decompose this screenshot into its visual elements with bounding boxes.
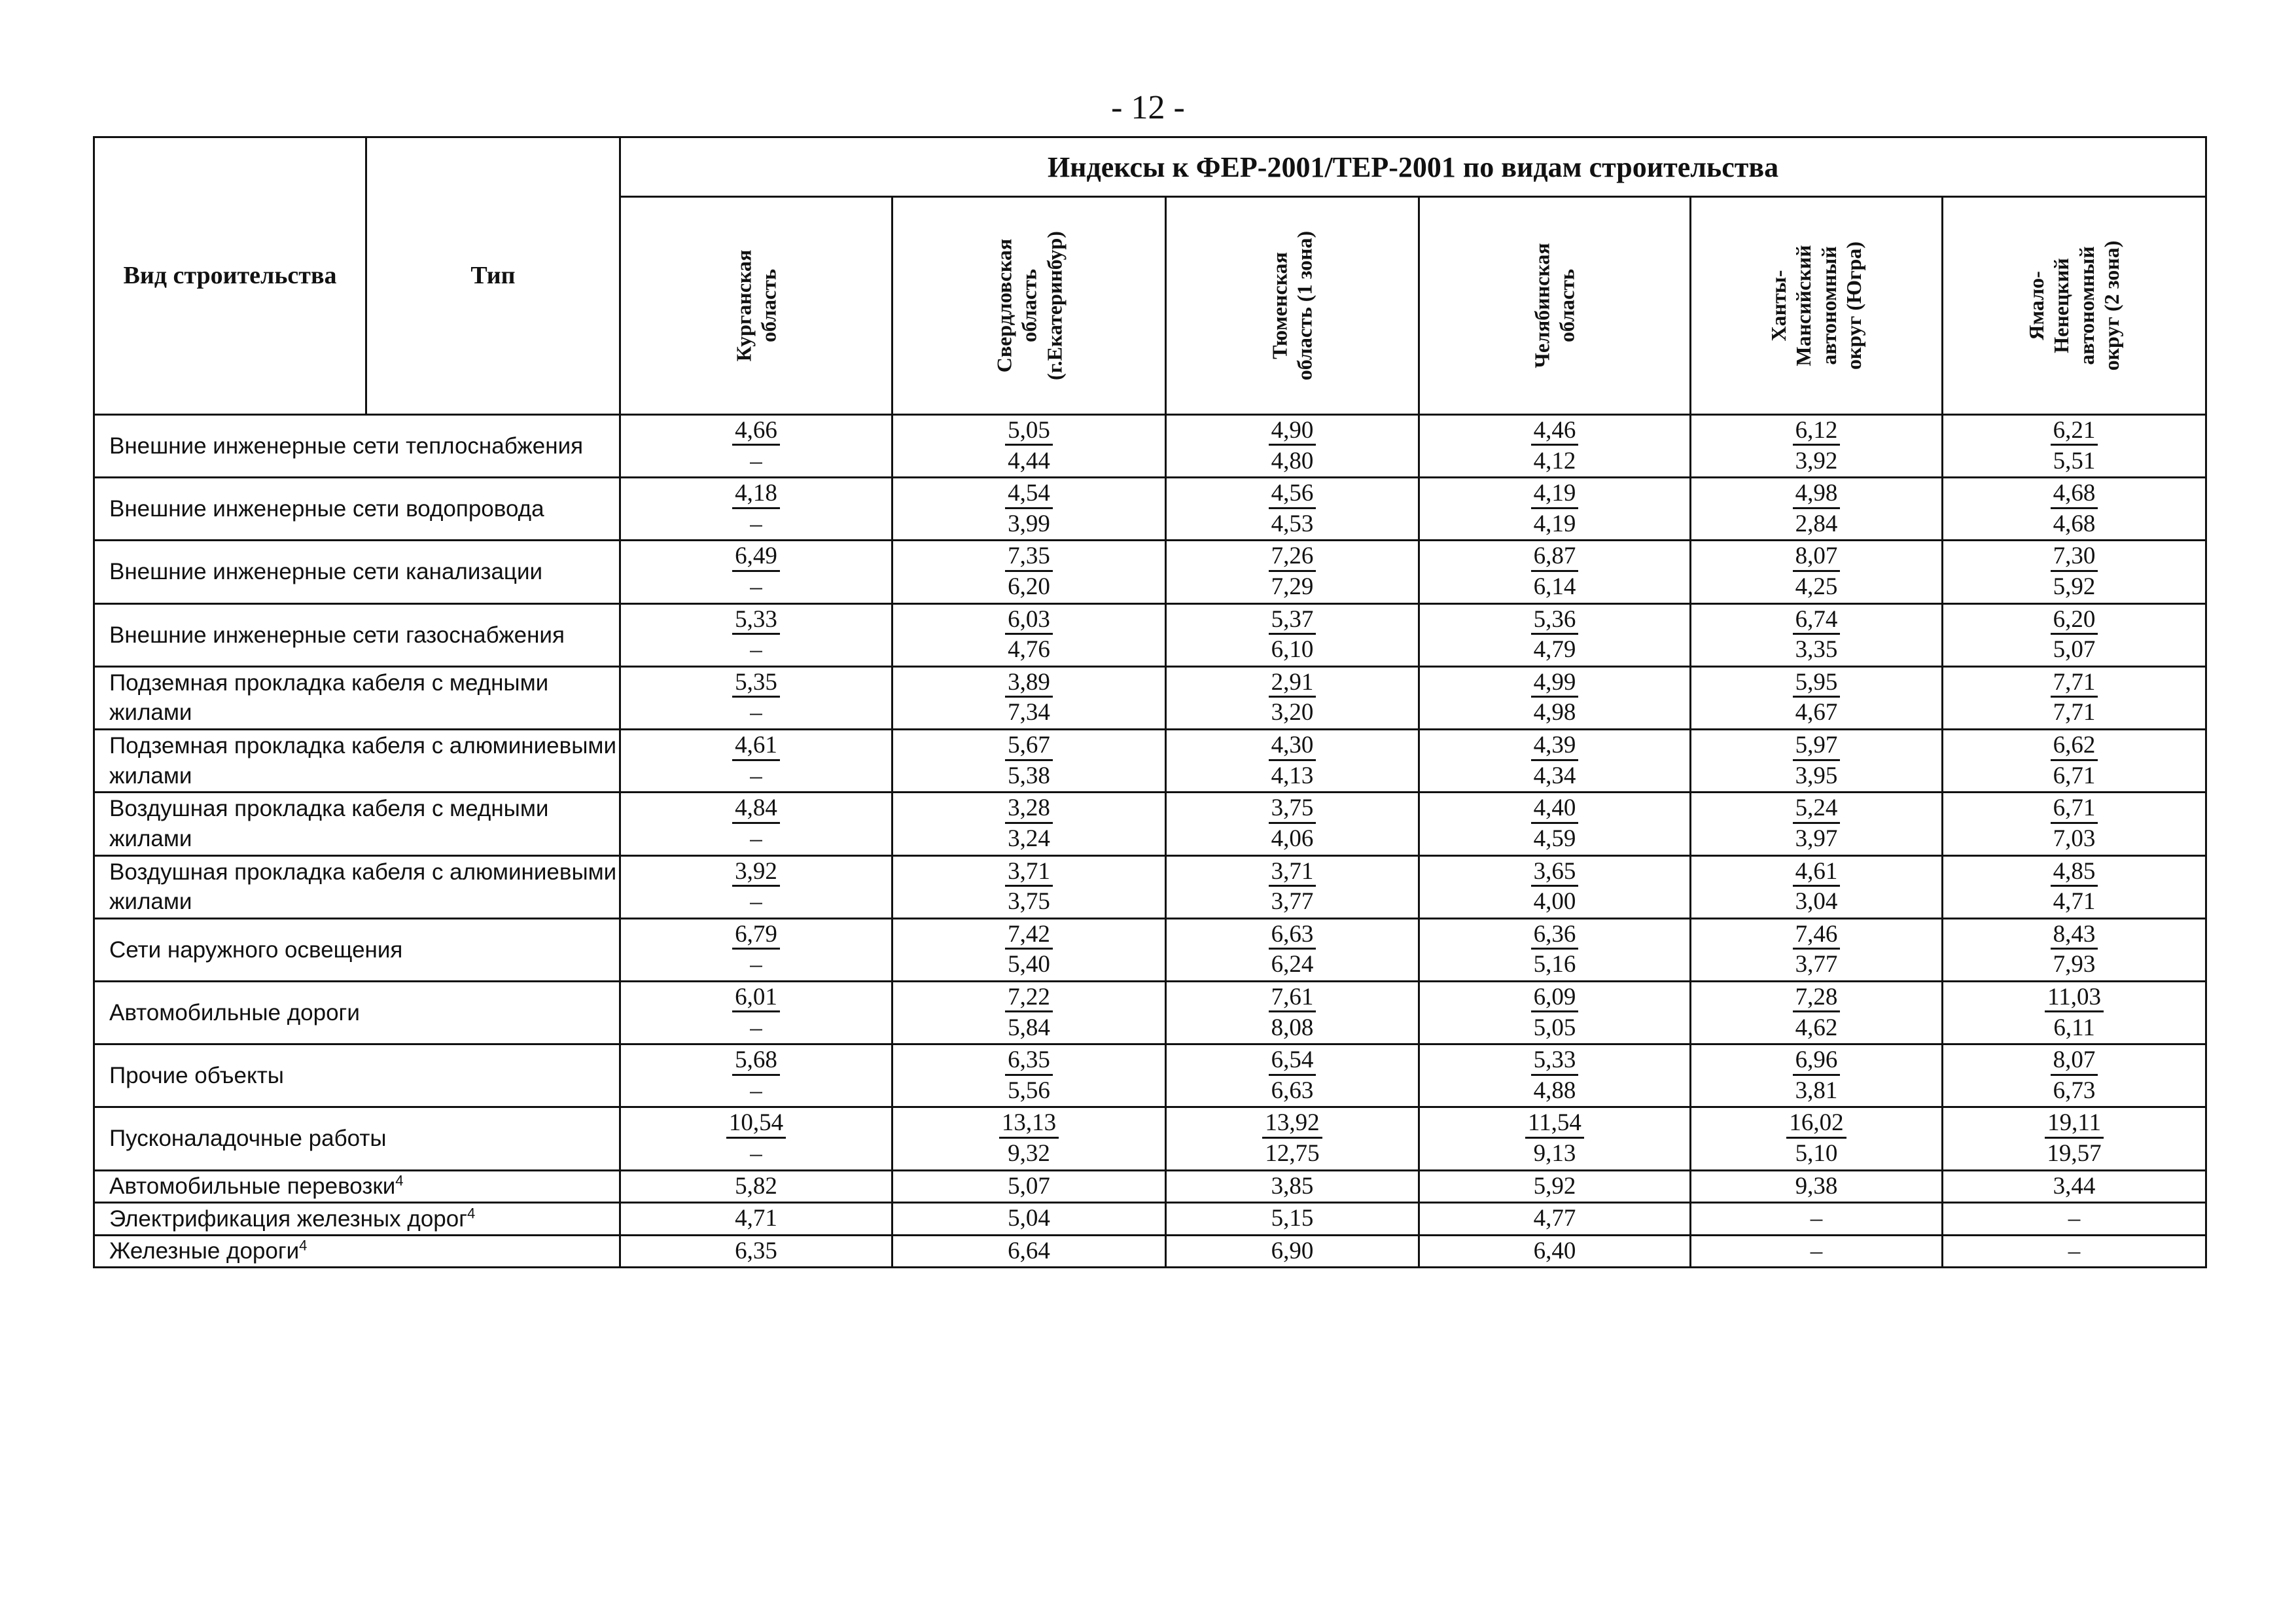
region-label-line: округ (2 зона) — [2100, 240, 2124, 371]
index-cell — [892, 855, 1166, 918]
index-value-top: 3,71 — [1269, 858, 1316, 887]
index-value-bottom: 4,00 — [1533, 888, 1576, 916]
index-value-bottom: 6,10 — [1271, 636, 1314, 664]
index-value-top: 5,67 — [1005, 732, 1053, 760]
index-cell — [1419, 981, 1691, 1044]
index-value-top: 4,84 — [732, 794, 780, 823]
construction-type-name: Сети наружного освещения — [94, 918, 620, 981]
index-cell: – — [1691, 1203, 1943, 1236]
table-row — [94, 730, 2206, 793]
index-value-bottom: 3,81 — [1795, 1077, 1838, 1104]
table-row — [94, 1044, 2206, 1107]
index-value-bottom: 4,53 — [1271, 510, 1314, 537]
construction-type-label: Железные дороги — [109, 1238, 300, 1264]
header-region — [1943, 197, 2206, 415]
index-cell — [1419, 918, 1691, 981]
index-value-bottom: 4,62 — [1795, 1014, 1838, 1041]
index-value-top: 11,03 — [2045, 984, 2104, 1012]
index-cell — [620, 415, 892, 478]
construction-type-name: Внешние инженерные сети водопровода — [94, 478, 620, 541]
index-cell — [620, 666, 892, 729]
construction-type-name: Подземная прокладка кабеля с алюминиевыми жилами — [94, 730, 620, 793]
page-number: - 12 - — [1111, 89, 1185, 126]
index-value-bottom: 4,44 — [1008, 447, 1050, 474]
index-value-top: 5,05 — [1005, 417, 1053, 446]
index-value-top: 7,71 — [2051, 669, 2098, 698]
index-value-bottom: 4,79 — [1533, 636, 1576, 664]
index-value-bottom: 6,71 — [2053, 762, 2096, 789]
header-region — [1166, 197, 1419, 415]
index-cell: 3,85 — [1166, 1170, 1419, 1203]
index-cell: – — [1943, 1235, 2206, 1268]
index-value-top: 6,62 — [2051, 732, 2098, 760]
index-value-bottom: 5,40 — [1008, 951, 1050, 978]
index-value-top: 5,36 — [1531, 606, 1579, 635]
index-value-top: 16,02 — [1786, 1109, 1846, 1138]
index-value-top: 5,24 — [1793, 794, 1841, 823]
index-value-top: 13,13 — [999, 1109, 1059, 1138]
index-cell — [1166, 855, 1419, 918]
index-value-bottom: 5,05 — [1533, 1014, 1576, 1041]
index-cell — [1943, 541, 2206, 603]
index-cell — [1943, 666, 2206, 729]
index-cell: 5,15 — [1166, 1203, 1419, 1236]
index-cell — [1419, 415, 1691, 478]
index-cell — [892, 415, 1166, 478]
index-cell: – — [1691, 1235, 1943, 1268]
index-cell: 5,82 — [620, 1170, 892, 1203]
index-value-top: 7,26 — [1269, 543, 1316, 571]
index-cell: 3,44 — [1943, 1170, 2206, 1203]
index-value-bottom: – — [750, 699, 762, 726]
index-value-top: 4,85 — [2051, 858, 2098, 887]
construction-type-name: Автомобильные дороги — [94, 981, 620, 1044]
index-value-bottom: 6,14 — [1533, 573, 1576, 601]
index-value-bottom: 6,24 — [1271, 951, 1314, 978]
index-cell — [1166, 981, 1419, 1044]
table-row — [94, 478, 2206, 541]
construction-type-label: Автомобильные перевозки — [109, 1173, 396, 1200]
index-cell — [620, 793, 892, 855]
index-value-bottom: – — [750, 951, 762, 978]
index-value-top: 6,12 — [1793, 417, 1841, 446]
index-value-bottom: – — [750, 762, 762, 789]
footnote-mark: 4 — [467, 1205, 476, 1222]
index-cell — [892, 793, 1166, 855]
index-cell — [1691, 415, 1943, 478]
region-label-line: Ненецкий — [2049, 258, 2074, 353]
index-cell — [1943, 918, 2206, 981]
region-label-line: Ханты- — [1767, 270, 1791, 342]
table-row — [94, 1170, 2206, 1203]
index-cell — [1166, 478, 1419, 541]
index-value-bottom: 6,11 — [2053, 1014, 2095, 1041]
index-cell: 6,64 — [892, 1235, 1166, 1268]
index-cell — [1943, 793, 2206, 855]
index-cell — [892, 730, 1166, 793]
index-value-bottom: 2,84 — [1795, 510, 1838, 537]
index-value-top: 6,03 — [1005, 606, 1053, 635]
index-cell — [892, 603, 1166, 666]
construction-type-name — [94, 1203, 620, 1236]
index-cell — [1166, 603, 1419, 666]
index-cell: 4,77 — [1419, 1203, 1691, 1236]
index-value-bottom: 12,75 — [1265, 1140, 1320, 1168]
region-label-line: автономный — [2075, 246, 2099, 365]
index-cell — [1691, 478, 1943, 541]
index-cell — [1419, 1107, 1691, 1170]
index-value-bottom: – — [750, 1140, 762, 1168]
index-value-top: 4,90 — [1269, 417, 1316, 446]
index-value-top: 6,21 — [2051, 417, 2098, 446]
index-cell — [1419, 730, 1691, 793]
index-value-top: 8,43 — [2051, 921, 2098, 950]
index-cell — [1691, 981, 1943, 1044]
index-cell — [1419, 793, 1691, 855]
index-cell — [620, 1044, 892, 1107]
index-value-bottom: 6,63 — [1271, 1077, 1314, 1104]
index-value-bottom: 5,10 — [1795, 1140, 1838, 1168]
table-row — [94, 855, 2206, 918]
index-value-bottom: 8,08 — [1271, 1014, 1314, 1041]
region-label-line: Тюменская — [1267, 252, 1292, 359]
index-cell — [1166, 1107, 1419, 1170]
index-value-bottom: 6,20 — [1008, 573, 1050, 601]
index-value-bottom: 7,34 — [1008, 699, 1050, 726]
header-title: Индексы к ФЕР-2001/ТЕР-2001 по видам строительства — [620, 137, 2206, 197]
index-value-top: 5,35 — [732, 669, 780, 698]
index-value-bottom: 3,35 — [1795, 636, 1838, 664]
index-cell — [1943, 1044, 2206, 1107]
construction-type-name: Воздушная прокладка кабеля с алюминиевыми жилами — [94, 855, 620, 918]
index-value-top: 5,33 — [732, 606, 780, 635]
region-label-line: округ (Югра) — [1842, 241, 1866, 370]
index-value-top: 5,95 — [1793, 669, 1841, 698]
index-value-top: 6,09 — [1531, 984, 1579, 1012]
index-cell — [620, 478, 892, 541]
index-value-bottom: 4,98 — [1533, 699, 1576, 726]
index-value-top: 4,40 — [1531, 794, 1579, 823]
header-region — [892, 197, 1166, 415]
construction-type-name — [94, 1235, 620, 1268]
region-label-line: Курганская — [732, 249, 756, 362]
index-cell — [1166, 793, 1419, 855]
index-cell — [1943, 730, 2206, 793]
index-value-bottom: 3,97 — [1795, 825, 1838, 852]
index-value-bottom: 5,51 — [2053, 447, 2096, 474]
index-value-bottom: 4,67 — [1795, 699, 1838, 726]
table-row — [94, 1107, 2206, 1170]
index-cell — [1691, 666, 1943, 729]
header-region — [620, 197, 892, 415]
index-value-top: 6,63 — [1269, 921, 1316, 950]
index-value-bottom: – — [750, 510, 762, 537]
index-value-bottom: 9,13 — [1533, 1140, 1576, 1168]
index-cell — [1419, 666, 1691, 729]
index-value-top: 6,35 — [1005, 1046, 1053, 1075]
index-cell — [620, 1107, 892, 1170]
region-label-line: Свердловская — [991, 238, 1016, 373]
index-value-bottom: 3,04 — [1795, 888, 1838, 916]
index-value-top: 6,54 — [1269, 1046, 1316, 1075]
index-value-bottom: 5,16 — [1533, 951, 1576, 978]
index-value-top: 3,71 — [1005, 858, 1053, 887]
index-value-bottom: 5,56 — [1008, 1077, 1050, 1104]
index-cell — [1943, 855, 2206, 918]
index-cell — [892, 1107, 1166, 1170]
index-value-bottom: 4,06 — [1271, 825, 1314, 852]
index-value-top: 4,99 — [1531, 669, 1579, 698]
index-cell — [620, 541, 892, 603]
index-value-top: 5,33 — [1531, 1046, 1579, 1075]
index-value-top: 5,68 — [732, 1046, 780, 1075]
index-value-bottom: 4,59 — [1533, 825, 1576, 852]
index-value-top: 7,22 — [1005, 984, 1053, 1012]
construction-type-name: Пусконаладочные работы — [94, 1107, 620, 1170]
index-value-top: 4,54 — [1005, 480, 1053, 508]
index-cell — [892, 541, 1166, 603]
region-label-line: Мансийский — [1792, 245, 1816, 366]
index-value-bottom: 7,29 — [1271, 573, 1314, 601]
index-cell — [1943, 981, 2206, 1044]
index-value-bottom: 5,92 — [2053, 573, 2096, 601]
construction-type-name: Воздушная прокладка кабеля с медными жилами — [94, 793, 620, 855]
index-value-bottom: 4,25 — [1795, 573, 1838, 601]
index-value-bottom: 9,32 — [1008, 1140, 1050, 1168]
index-value-top: 4,39 — [1531, 732, 1579, 760]
index-cell — [892, 981, 1166, 1044]
index-value-bottom: – — [750, 636, 762, 664]
index-value-top: 6,36 — [1531, 921, 1579, 950]
construction-type-name: Подземная прокладка кабеля с медными жилами — [94, 666, 620, 729]
index-value-top: 4,56 — [1269, 480, 1316, 508]
index-value-top: 6,49 — [732, 543, 780, 571]
index-value-top: 19,11 — [2045, 1109, 2104, 1138]
index-cell — [1419, 603, 1691, 666]
index-value-bottom: 3,95 — [1795, 762, 1838, 789]
index-cell: 6,90 — [1166, 1235, 1419, 1268]
index-cell: – — [1943, 1203, 2206, 1236]
header-region — [1691, 197, 1943, 415]
table-row — [94, 666, 2206, 729]
index-value-top: 6,79 — [732, 921, 780, 950]
index-value-top: 4,18 — [732, 480, 780, 508]
region-label-line: область — [1555, 269, 1579, 343]
index-value-bottom: 7,93 — [2053, 951, 2096, 978]
index-cell: 5,92 — [1419, 1170, 1691, 1203]
index-cell — [620, 730, 892, 793]
index-cell — [620, 981, 892, 1044]
index-value-top: 5,37 — [1269, 606, 1316, 635]
index-cell — [1166, 918, 1419, 981]
index-cell — [1419, 1044, 1691, 1107]
footnote-mark: 4 — [299, 1237, 308, 1254]
index-value-bottom: 7,03 — [2053, 825, 2096, 852]
index-cell: 5,04 — [892, 1203, 1166, 1236]
index-value-bottom: 7,71 — [2053, 699, 2096, 726]
index-value-top: 13,92 — [1262, 1109, 1322, 1138]
index-value-top: 4,98 — [1793, 480, 1841, 508]
index-cell — [1166, 1044, 1419, 1107]
index-value-top: 7,42 — [1005, 921, 1053, 950]
index-value-top: 4,66 — [732, 417, 780, 446]
footnote-mark: 4 — [395, 1172, 404, 1189]
index-value-top: 4,68 — [2051, 480, 2098, 508]
index-value-top: 3,65 — [1531, 858, 1579, 887]
index-value-top: 3,92 — [732, 858, 780, 887]
index-value-bottom: 4,80 — [1271, 447, 1314, 474]
index-value-bottom: 5,38 — [1008, 762, 1050, 789]
index-cell: 4,71 — [620, 1203, 892, 1236]
table-row — [94, 981, 2206, 1044]
table-row — [94, 1235, 2206, 1268]
index-table — [93, 136, 2207, 1268]
index-value-top: 7,61 — [1269, 984, 1316, 1012]
header-tip: Тип — [366, 137, 620, 415]
index-cell — [1691, 793, 1943, 855]
index-value-top: 5,97 — [1793, 732, 1841, 760]
index-cell — [1419, 478, 1691, 541]
index-cell — [1419, 855, 1691, 918]
index-value-top: 4,61 — [732, 732, 780, 760]
index-value-top: 7,28 — [1793, 984, 1841, 1012]
index-value-bottom: 4,13 — [1271, 762, 1314, 789]
index-cell — [1943, 478, 2206, 541]
index-cell — [1166, 730, 1419, 793]
index-cell — [892, 478, 1166, 541]
index-value-top: 6,96 — [1793, 1046, 1841, 1075]
index-cell: 5,07 — [892, 1170, 1166, 1203]
index-value-bottom: 5,84 — [1008, 1014, 1050, 1041]
index-value-bottom: 4,12 — [1533, 447, 1576, 474]
index-cell: 6,35 — [620, 1235, 892, 1268]
index-value-top: 6,01 — [732, 984, 780, 1012]
index-value-bottom: 4,76 — [1008, 636, 1050, 664]
index-cell: 9,38 — [1691, 1170, 1943, 1203]
table-row — [94, 603, 2206, 666]
index-value-bottom: 6,73 — [2053, 1077, 2096, 1104]
construction-type-name — [94, 1170, 620, 1203]
index-value-bottom: 19,57 — [2047, 1140, 2102, 1168]
index-cell — [1943, 1107, 2206, 1170]
index-cell — [1691, 1107, 1943, 1170]
index-value-top: 4,61 — [1793, 858, 1841, 887]
index-value-top: 3,75 — [1269, 794, 1316, 823]
index-cell: 6,40 — [1419, 1235, 1691, 1268]
index-cell — [620, 603, 892, 666]
table-row — [94, 1203, 2206, 1236]
index-value-bottom: – — [750, 1077, 762, 1104]
index-cell — [1943, 415, 2206, 478]
index-cell — [1691, 541, 1943, 603]
construction-type-name: Внешние инженерные сети газоснабжения — [94, 603, 620, 666]
index-cell — [1419, 541, 1691, 603]
region-label-line: область (1 зона) — [1293, 230, 1316, 381]
construction-type-name: Внешние инженерные сети теплоснабжения — [94, 415, 620, 478]
index-cell — [1691, 603, 1943, 666]
index-value-top: 2,91 — [1269, 669, 1316, 698]
index-value-top: 6,20 — [2051, 606, 2098, 635]
index-value-bottom: 3,77 — [1271, 888, 1314, 916]
region-label-line: Ямало- — [2024, 271, 2049, 340]
index-value-bottom: 3,75 — [1008, 888, 1050, 916]
index-value-bottom: – — [750, 1014, 762, 1041]
index-value-top: 8,07 — [1793, 543, 1841, 571]
index-value-bottom: 3,20 — [1271, 699, 1314, 726]
index-value-top: 7,46 — [1793, 921, 1841, 950]
index-value-top: 8,07 — [2051, 1046, 2098, 1075]
index-value-top: 10,54 — [726, 1109, 786, 1138]
index-value-bottom: 5,07 — [2053, 636, 2096, 664]
index-value-bottom: 3,99 — [1008, 510, 1050, 537]
index-value-top: 4,19 — [1531, 480, 1579, 508]
index-value-top: 7,35 — [1005, 543, 1053, 571]
index-value-top: 7,30 — [2051, 543, 2098, 571]
index-value-bottom: – — [750, 573, 762, 601]
index-cell — [1691, 918, 1943, 981]
region-label-line: область — [1017, 269, 1041, 342]
index-cell — [620, 855, 892, 918]
index-value-bottom: 4,88 — [1533, 1077, 1576, 1104]
index-value-top: 4,30 — [1269, 732, 1316, 760]
index-value-top: 11,54 — [1525, 1109, 1584, 1138]
index-cell — [1166, 541, 1419, 603]
index-value-top: 3,28 — [1005, 794, 1053, 823]
header-region — [1419, 197, 1691, 415]
index-value-bottom: 3,77 — [1795, 951, 1838, 978]
index-cell — [620, 918, 892, 981]
index-cell — [892, 666, 1166, 729]
index-value-bottom: 4,34 — [1533, 762, 1576, 789]
index-value-top: 4,46 — [1531, 417, 1579, 446]
table-row — [94, 793, 2206, 855]
index-cell — [1166, 415, 1419, 478]
table-row — [94, 415, 2206, 478]
index-value-top: 6,71 — [2051, 794, 2098, 823]
region-label-line: автономный — [1817, 246, 1841, 365]
index-value-top: 3,89 — [1005, 669, 1053, 698]
index-value-bottom: – — [750, 888, 762, 916]
construction-type-name: Прочие объекты — [94, 1044, 620, 1107]
index-value-top: 6,87 — [1531, 543, 1579, 571]
table-row — [94, 918, 2206, 981]
index-value-bottom: 3,92 — [1795, 447, 1838, 474]
region-label-line: область — [756, 269, 781, 343]
index-value-bottom: – — [750, 825, 762, 852]
index-value-bottom: 4,19 — [1533, 510, 1576, 537]
construction-type-name: Внешние инженерные сети канализации — [94, 541, 620, 603]
table-row — [94, 541, 2206, 603]
index-cell — [1943, 603, 2206, 666]
index-value-bottom: 3,24 — [1008, 825, 1050, 852]
index-value-bottom: – — [750, 447, 762, 474]
index-cell — [892, 1044, 1166, 1107]
region-label-line: Челябинская — [1530, 243, 1554, 368]
index-cell — [892, 918, 1166, 981]
index-value-bottom: 4,68 — [2053, 510, 2096, 537]
construction-type-label: Электрификация железных дорог — [109, 1205, 467, 1232]
region-label-line: (г.Екатеринбур) — [1042, 231, 1066, 380]
index-value-top: 6,74 — [1793, 606, 1841, 635]
header-vid-stroitelstva: Вид строительства — [94, 137, 366, 415]
index-cell — [1166, 666, 1419, 729]
index-cell — [1691, 855, 1943, 918]
index-cell — [1691, 1044, 1943, 1107]
index-value-bottom: 4,71 — [2053, 888, 2096, 916]
index-cell — [1691, 730, 1943, 793]
